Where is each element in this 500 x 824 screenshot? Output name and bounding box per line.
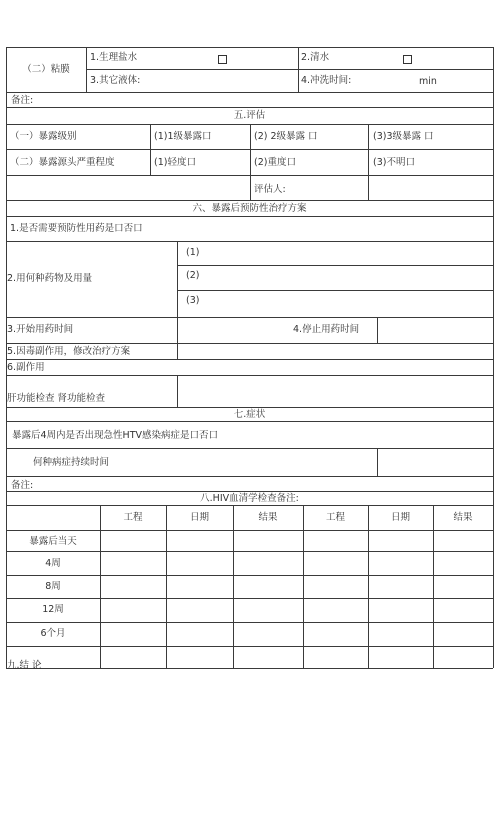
modify-plan-label: 5.因毒副作用，修改治疗方案 (7, 346, 131, 357)
assessment-title: 五.评估 (233, 110, 266, 121)
need-prophylaxis-question: 1.是否需要预防性用药是口否口 (10, 223, 143, 234)
rinse-unit: min (419, 76, 437, 87)
hiv-title: 八.HIV血清学检查备注: (200, 493, 299, 504)
header-result-1: 结果 (258, 512, 278, 523)
row-label-12w: 12周 (42, 604, 64, 615)
assessor-label: 评估人: (254, 184, 286, 195)
saline-checkbox[interactable] (218, 55, 227, 64)
severe-option[interactable]: (2)重度口 (254, 157, 296, 168)
stop-time-label: 4.停止用药时间 (293, 324, 360, 335)
conclusion-label: 九.结 论 (7, 660, 42, 671)
drug-dosage-label: 2.用何种药物及用量 (7, 273, 93, 284)
mucosa-label: （二）粘膜 (22, 64, 70, 75)
row-label-day0: 暴露后当天 (29, 536, 77, 547)
symptoms-title: 七.症状 (233, 409, 266, 420)
level3-option[interactable]: (3)3级暴露 口 (373, 131, 434, 142)
symptoms-remark-label: 备注: (11, 480, 34, 491)
prophylaxis-title: 六、暴露后预防性治疗方案 (192, 203, 307, 214)
header-date-2: 日期 (390, 512, 410, 523)
drug-3: (3) (186, 295, 200, 306)
remark-label: 备注: (11, 95, 34, 106)
header-item-2: 工程 (325, 512, 345, 523)
symptom-duration-label: 何种病症持续时间 (33, 457, 110, 468)
header-result-2: 结果 (453, 512, 473, 523)
exposure-level-label: （一）暴露级别 (10, 131, 77, 142)
mild-option[interactable]: (1)轻度口 (154, 157, 196, 168)
water-option: 2.清水 (301, 52, 330, 63)
row-label-6m: 6个月 (40, 628, 66, 639)
drug-1: (1) (186, 247, 200, 258)
row-label-8w: 8周 (45, 581, 61, 592)
water-checkbox[interactable] (403, 55, 412, 64)
other-liquid-label: 3.其它液体: (90, 75, 141, 86)
unknown-option[interactable]: (3)不明口 (373, 157, 415, 168)
source-severity-label: （二）暴露源头严重程度 (10, 157, 115, 168)
rinse-time-label: 4.冲洗时间: (301, 75, 352, 86)
header-date-1: 日期 (189, 512, 209, 523)
level1-option[interactable]: (1)1级暴露口 (154, 131, 212, 142)
level2-option[interactable]: (2) 2级暴露 口 (254, 131, 318, 142)
liver-kidney-label: 肝功能检查 肾功能检查 (7, 393, 106, 404)
acute-infection-question: 暴露后4周内是否出现急性HTV感染病症是口否口 (12, 430, 218, 441)
saline-option: 1.生理盐水 (90, 52, 138, 63)
start-time-label: 3.开始用药时间 (7, 324, 74, 335)
drug-2: (2) (186, 270, 200, 281)
header-item-1: 工程 (123, 512, 143, 523)
side-effects-label: 6.副作用 (7, 362, 45, 373)
row-label-4w: 4周 (45, 558, 61, 569)
